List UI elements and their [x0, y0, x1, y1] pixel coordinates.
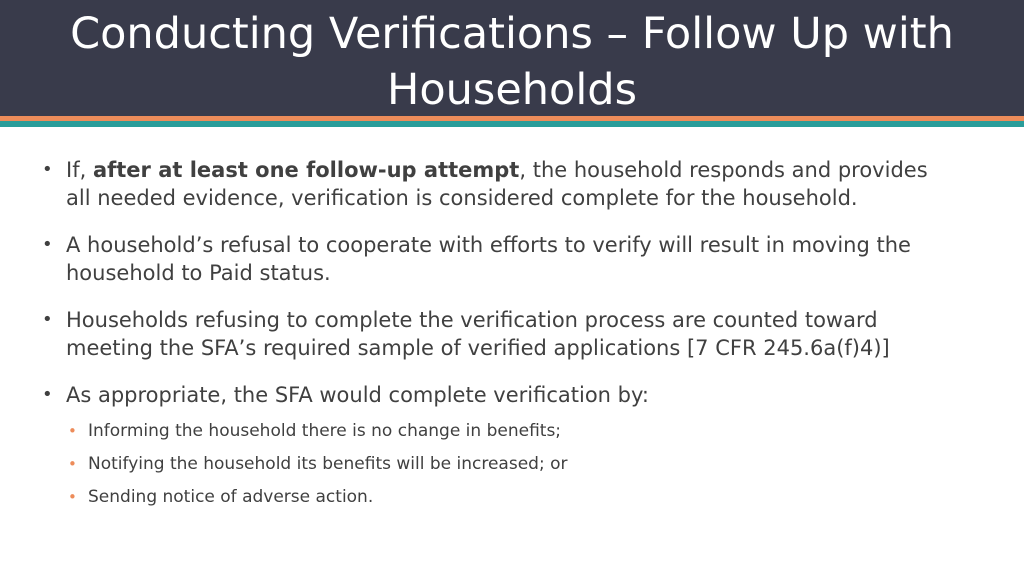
- bullet-4-text: As appropriate, the SFA would complete verification by:: [66, 383, 649, 407]
- bullet-dot-icon: •: [42, 234, 53, 255]
- bullet-1-prefix: If,: [66, 158, 93, 182]
- bullet-3: [40, 306, 940, 362]
- slide-title: Conducting Verifications – Follow Up with Households: [70, 9, 954, 115]
- sub-bullet-dot-icon: •: [68, 488, 77, 506]
- title-bar: [0, 0, 1024, 116]
- sub-bullet-2: [40, 453, 940, 475]
- slide-body: [40, 156, 940, 519]
- sub-bullet-1: [40, 420, 940, 442]
- bullet-4: [40, 381, 940, 409]
- bullet-2-text: A household’s refusal to cooperate with efforts to verify will result in moving the household to Paid status.: [66, 233, 911, 285]
- bullet-2: [40, 231, 940, 287]
- bullet-3-text: Households refusing to complete the verification process are counted toward meeting the SFA’s required sample of verified applications [7 CFR 245.6a(f)4)]: [66, 308, 890, 360]
- bullet-dot-icon: •: [42, 159, 53, 180]
- accent-stripe-teal: [0, 121, 1024, 127]
- bullet-1-suffix: , the household responds and provides all needed evidence, verification is considered complete for the household.: [66, 158, 928, 210]
- bullet-dot-icon: •: [42, 384, 53, 405]
- sub-bullet-3-text: Sending notice of adverse action.: [88, 487, 374, 507]
- bullet-1: [40, 156, 940, 212]
- sub-bullet-2-text: Notifying the household its benefits will be increased; or: [88, 454, 568, 474]
- sub-bullet-dot-icon: •: [68, 455, 77, 473]
- sub-bullet-dot-icon: •: [68, 422, 77, 440]
- bullet-1-bold: after at least one follow-up attempt: [92, 158, 520, 182]
- sub-bullet-3: [40, 486, 940, 508]
- sub-bullet-1-text: Informing the household there is no change in benefits;: [88, 421, 562, 441]
- bullet-dot-icon: •: [42, 309, 53, 330]
